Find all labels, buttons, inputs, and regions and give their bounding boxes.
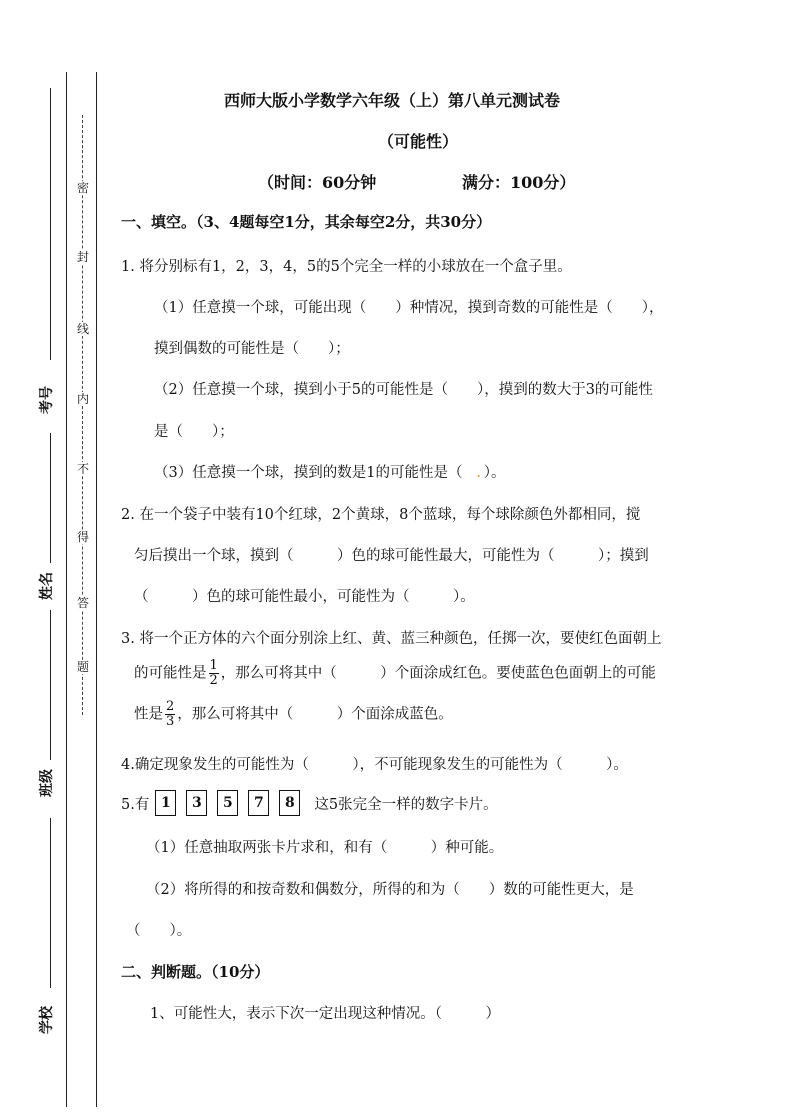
- exam-number-label: 考号: [39, 386, 55, 414]
- seal-char: 答: [76, 596, 89, 610]
- question-text: 2. 在一个袋子中装有10个红球，2个黄球，8个蓝球，每个球除颜色外都相同，搅: [121, 507, 641, 523]
- margin-dashed-line: [82, 115, 83, 715]
- seal-char: 封: [76, 250, 89, 264]
- exam-full-score: 满分：100分）: [462, 173, 576, 192]
- number-card: 7: [248, 790, 269, 816]
- question-text-part: 这5张完全一样的数字卡片。: [314, 796, 498, 813]
- fraction-denominator: 3: [166, 714, 175, 729]
- exam-time: （时间：60分钟: [258, 173, 377, 192]
- fraction-numerator: 1: [209, 658, 218, 673]
- seal-char: 内: [76, 392, 89, 406]
- name-line[interactable]: [50, 433, 51, 563]
- seal-char: 线: [76, 322, 89, 336]
- question-text: [134, 700, 453, 729]
- number-card: 3: [186, 790, 207, 816]
- question-text-part: 性是: [134, 706, 163, 723]
- fraction: [209, 659, 219, 688]
- question-text: 是（ ）；: [154, 424, 234, 440]
- number-card: 8: [279, 790, 300, 816]
- fraction-numerator: 2: [166, 699, 175, 714]
- question-text-part: ，那么可将其中（ ）个面涂成蓝色。: [177, 706, 453, 723]
- question-text: 4.确定现象发生的可能性为（ ），不可能现象发生的可能性为（ ）。: [121, 757, 628, 773]
- seal-char: 题: [76, 660, 89, 674]
- question-text: 摸到偶数的可能性是（ ）；: [154, 341, 350, 357]
- page-title: 西师大版小学数学六年级（上）第八单元测试卷: [224, 91, 561, 110]
- question-text-part: ）。: [483, 465, 506, 481]
- question-text: 3. 将一个正方体的六个面分别涂上红、黄、蓝三种颜色，任掷一次，要使红色面朝上: [121, 631, 662, 647]
- number-card: 5: [217, 790, 238, 816]
- dot-mark: ．: [476, 465, 484, 481]
- question-text: 匀后摸出一个球，摸到（ ）色的球可能性最大，可能性为（ ）；摸到: [134, 548, 649, 564]
- fraction-denominator: 2: [209, 673, 218, 688]
- question-text-part: ，那么可将其中（ ）个面涂成红色。要使蓝色色面朝上的可能: [220, 665, 656, 682]
- margin-solid-line-inner: [96, 72, 97, 1107]
- question-text: （2）任意摸一个球，摸到小于5的可能性是（ ），摸到的数大于3的可能性: [154, 382, 653, 398]
- question-text-part: 5.有: [121, 796, 150, 813]
- question-text: 1. 将分别标有1，2，3，4，5的5个完全一样的小球放在一个盒子里。: [121, 259, 572, 275]
- question-text: （1）任意抽取两张卡片求和，和有（ ）种可能。: [146, 840, 504, 856]
- school-label: 学校: [39, 1006, 55, 1034]
- question-text: [154, 461, 505, 482]
- fraction: [165, 700, 175, 729]
- question-text: （ ）色的球可能性最小，可能性为（ ）。: [134, 589, 475, 605]
- name-label: 姓名: [39, 572, 55, 600]
- question-text: 1、可能性大，表示下次一定出现这种情况。（ ）: [150, 1006, 500, 1022]
- page-subtitle: （可能性）: [378, 132, 459, 151]
- question-text-part: （3）任意摸一个球，摸到的数是1的可能性是（: [154, 465, 463, 481]
- question-text-part: 的可能性是: [134, 665, 207, 682]
- question-text: （1）任意摸一个球，可能出现（ ）种情况，摸到奇数的可能性是（ ），: [154, 300, 664, 316]
- question-text: [121, 790, 498, 816]
- seal-char: 不: [76, 462, 89, 476]
- question-text: （2）将所得的和按奇数和偶数分，所得的和为（ ）数的可能性更大，是: [146, 882, 634, 898]
- seal-char: 密: [76, 181, 89, 195]
- exam-number-line[interactable]: [50, 88, 51, 360]
- number-card: 1: [155, 790, 176, 816]
- margin-solid-line-outer: [66, 72, 67, 1107]
- section-heading: 二、判断题。（10分）: [121, 963, 270, 981]
- question-text: （ ）。: [126, 923, 192, 939]
- section-heading: 一、填空。（3、4题每空1分，其余每空2分，共30分）: [121, 213, 492, 231]
- school-line[interactable]: [50, 818, 51, 988]
- class-line[interactable]: [50, 610, 51, 760]
- seal-char: 得: [76, 530, 89, 544]
- question-text: [134, 659, 656, 688]
- class-label: 班级: [39, 769, 55, 797]
